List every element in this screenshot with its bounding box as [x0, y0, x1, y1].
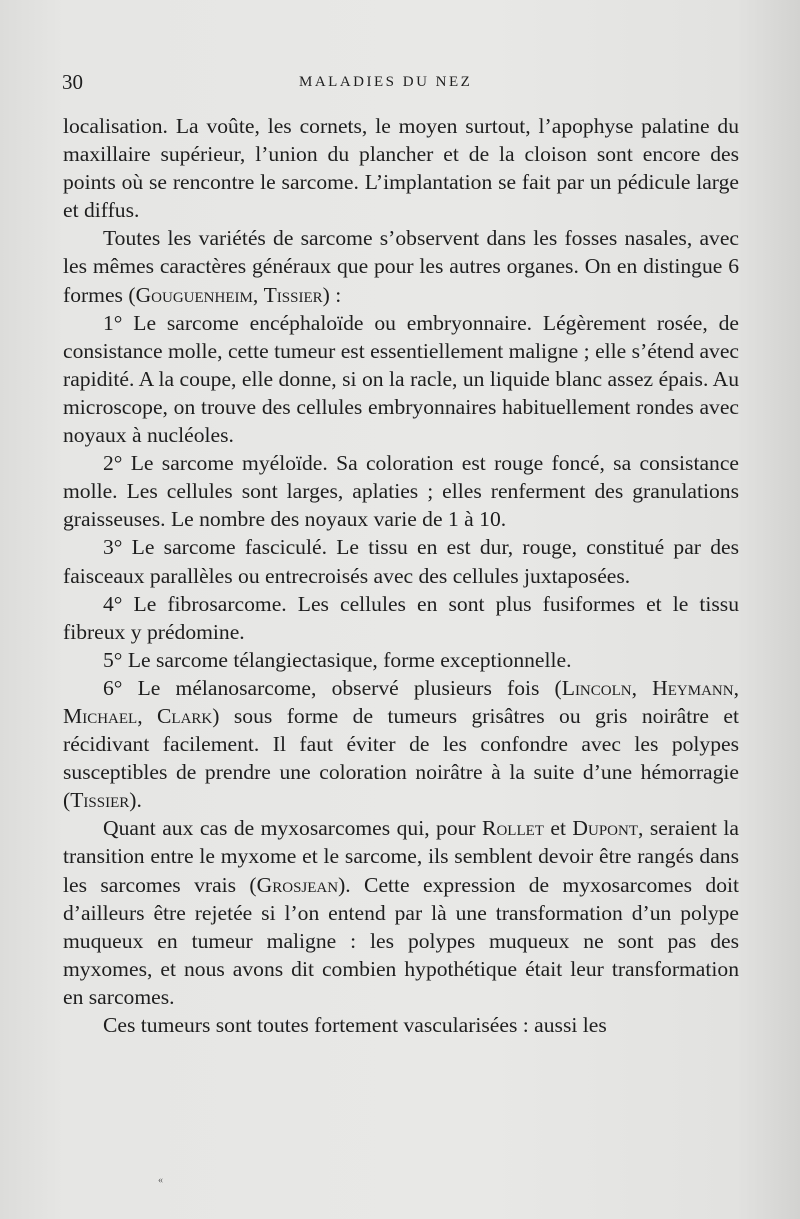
author-reference: Gouguenheim [135, 282, 253, 307]
paragraph-continuation: localisation. La voûte, les cornets, le moyen surtout, l’apophyse palatine du maxillaire supérieur, l’union du plancher et de la cloison sont encore des points où se rencontre le sarcome. L’implantation se fait par un pédicule large et diffus. [63, 114, 739, 223]
paragraph-myxosarcoma: Quant aux cas de myxosarcomes qui, pour Rollet et Dupont, seraient la transition entre le myxome et le sarcome, ils semblent devoir être rangés dans les sarcomes vrais (Grosjean). Cette expression de myxosarcomes doit d’ailleurs être rejetée si l’on entend par là une transformation d’un polype muqueux en tumeur maligne : les polypes muqueux ne sont pas des myxomes, et nous avons dit combien hypothétique était leur transformation en sarcomes. [63, 816, 739, 1009]
list-item-fibrosarcoma: 4° Le fibrosarcome. Les cellules en sont plus fusiformes et le tissu fibreux y prédomine. [63, 591, 739, 644]
paragraph-vascularization: Ces tumeurs sont toutes fortement vascularisées : aussi les [103, 1013, 607, 1037]
author-reference: Rollet [482, 816, 544, 841]
body-text [63, 112, 739, 1039]
list-item-fasciculated: 3° Le sarcome fasciculé. Le tissu en est dur, rouge, constitué par des faisceaux parallèles ou entrecroisés avec des cellules juxtaposées. [63, 535, 739, 588]
paragraph-sarcoma-varieties: Toutes les variétés de sarcome s’observent dans les fosses nasales, avec les mêmes caractères généraux que pour les autres organes. On en distingue 6 formes (Gouguenheim, Tissier) : [63, 226, 739, 307]
author-reference: Tissier [263, 282, 323, 307]
print-mark: « [158, 1175, 163, 1186]
author-reference: Michael [63, 703, 138, 728]
running-head: MALADIES DU NEZ [299, 74, 473, 90]
list-item-melanosarcoma: 6° Le mélanosarcome, observé plusieurs fois (Lincoln, Heymann, Michael, Clark) sous forme de tumeurs grisâtres ou gris noirâtre et récidivant facilement. Il faut éviter de les confondre avec les polypes susceptibles de prendre une coloration noirâtre à la suite d’une hémorragie (Tissier). [63, 675, 740, 813]
page-header [62, 70, 742, 98]
author-reference: Heymann [652, 675, 734, 700]
page-number: 30 [62, 70, 83, 94]
list-item-telangiectatic: 5° Le sarcome télangiectasique, forme exceptionnelle. [103, 647, 572, 672]
list-item-myeloid: 2° Le sarcome myéloïde. Sa coloration est rouge foncé, sa consistance molle. Les cellules sont larges, aplaties ; elles renferment des granulations graisseuses. Le nombre des noyaux varie de 1 à 10. [63, 451, 739, 532]
author-reference: Dupont [572, 816, 638, 841]
list-item-encephaloid: 1° Le sarcome encéphaloïde ou embryonnaire. Légèrement rosée, de consistance molle, cette tumeur est essentiellement maligne ; elle s’étend avec rapidité. A la coupe, elle donne, si on la racle, un liquide blanc assez épais. Au microscope, on trouve des cellules embryonnaires habituellement rondes avec noyaux à nucléoles. [63, 310, 739, 448]
author-reference: Lincoln [561, 675, 632, 700]
author-reference: Clark [157, 703, 213, 728]
author-reference: Tissier [70, 788, 130, 813]
author-reference: Grosjean [256, 872, 339, 897]
